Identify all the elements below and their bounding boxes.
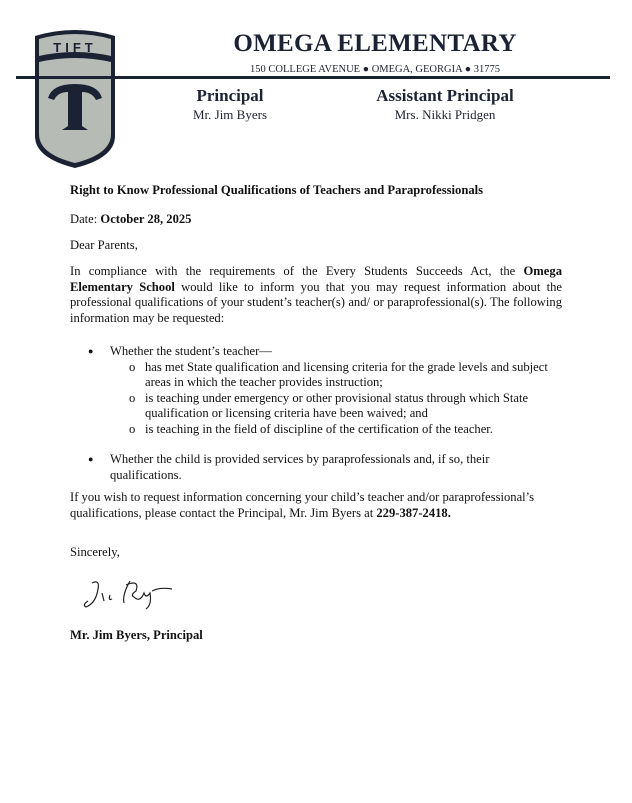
closing: Sincerely, bbox=[70, 545, 120, 559]
contact-paragraph: If you wish to request information concerning your child’s teacher and/or paraprofessional’s qualifications, please contact the Principal, Mr. Jim Byers at 229-387-2418. bbox=[70, 490, 535, 520]
signature bbox=[80, 575, 180, 620]
sub-item: o has met State qualification and licensing criteria for the grade levels and subject areas in which the teacher provides instruction; bbox=[110, 360, 550, 391]
bullet-paraprofessional: ● Whether the child is provided services by paraprofessionals and, if so, their qualifications. bbox=[70, 452, 510, 483]
sub-item: o is teaching under emergency or other provisional status through which State qualification or licensing criteria have been waived; and bbox=[110, 391, 550, 422]
school-name: OMEGA ELEMENTARY bbox=[233, 30, 517, 57]
principal-title: Principal bbox=[196, 86, 264, 105]
school-logo bbox=[30, 28, 120, 178]
letter-date: Date: October 28, 2025 bbox=[70, 212, 192, 226]
header-rule bbox=[16, 76, 610, 79]
requested-info-list bbox=[70, 344, 550, 483]
principal-name: Mr. Jim Byers bbox=[192, 107, 268, 122]
intro-paragraph: In compliance with the requirements of the Every Students Succeeds Act, the Omega Elementary School would like to inform you that you may request information about the professional qualifications of your student’s teacher(s) and/ or paraprofessional(s). The following information may be requested: bbox=[70, 264, 562, 325]
school-address: 150 COLLEGE AVENUE ● OMEGA, GEORGIA ● 31775 bbox=[250, 64, 500, 75]
assistant-principal-title: Assistant Principal bbox=[376, 86, 514, 105]
svg-text:TIFT: TIFT bbox=[53, 40, 97, 55]
sub-item: o is teaching in the field of discipline of the certification of the teacher. bbox=[110, 422, 550, 438]
assistant-principal-name: Mrs. Nikki Pridgen bbox=[394, 107, 496, 122]
letter-title: Right to Know Professional Qualifications of Teachers and Paraprofessionals bbox=[70, 183, 484, 197]
bullet-teacher: ● Whether the student’s teacher— o has met State qualification and licensing criteria for the grade levels and subject areas in which the teacher provides instruction; o is teaching under emergency or other provisional status through which State qualification or licensing criteria have been waived; and o is teaching in the field of discipline of the certification of the teacher. bbox=[70, 344, 550, 437]
greeting: Dear Parents, bbox=[70, 238, 138, 252]
signoff: Mr. Jim Byers, Principal bbox=[70, 628, 203, 642]
